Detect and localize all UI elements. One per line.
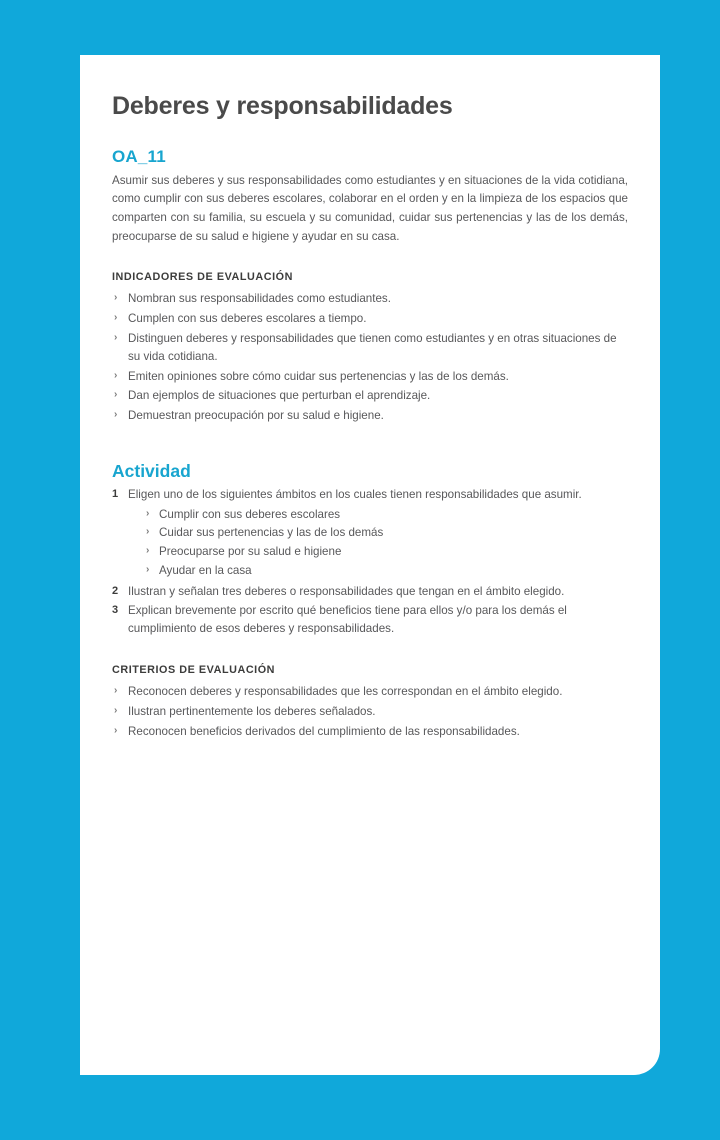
indicator-list-item xyxy=(112,310,630,328)
objective-description: Asumir sus deberes y sus responsabilidades como estudiantes y en situaciones de la vida cotidiana, como cumplir con sus deberes escolares, colaborar en el orden y en la limpieza de los espacios que comparten con su familia, su escuela y su comunidad, cuidar sus pertenencias y las de los demás, preocuparse de su salud e higiene y ayudar en su casa. xyxy=(112,173,628,243)
criteria-header: CRITERIOS DE EVALUACIÓN xyxy=(112,664,276,677)
activity-section xyxy=(112,461,630,638)
activity-sub-item xyxy=(145,506,630,525)
activity-step-label: Eligen uno de los siguientes ámbitos en los cuales tienen responsabilidades que asumir. xyxy=(128,488,582,502)
list-item-label: Distinguen deberes y responsabilidades que tienen como estudiantes y en otras situaciones de su vida cotidiana. xyxy=(128,331,617,363)
indicator-list-item xyxy=(112,290,630,308)
list-item-label: Dan ejemplos de situaciones que perturban el aprendizaje. xyxy=(128,389,431,403)
chevron-right-icon: › xyxy=(114,311,118,323)
chevron-right-icon: › xyxy=(114,389,118,401)
list-item-label: Reconocen beneficios derivados del cumplimiento de las responsabilidades. xyxy=(128,725,520,739)
activity-title: Actividad xyxy=(112,461,191,482)
indicator-list-item xyxy=(112,330,630,366)
chevron-right-icon: › xyxy=(146,526,150,538)
criteria-list xyxy=(112,683,630,741)
list-item-label: Ayudar en la casa xyxy=(159,563,252,577)
activity-step-number: 1 xyxy=(112,488,119,501)
chevron-right-icon: › xyxy=(114,409,118,421)
list-item-label: Emiten opiniones sobre cómo cuidar sus pertenencias y las de los demás. xyxy=(128,369,509,383)
criteria-list-item xyxy=(112,723,630,741)
activity-step-number: 2 xyxy=(112,584,119,597)
chevron-right-icon: › xyxy=(114,725,118,737)
chevron-right-icon: › xyxy=(114,369,118,381)
activity-step xyxy=(112,583,630,601)
activity-step xyxy=(112,602,630,638)
activity-sub-item xyxy=(145,562,630,581)
chevron-right-icon: › xyxy=(146,507,150,519)
list-item-label: Demuestran preocupación por su salud e higiene. xyxy=(128,409,384,423)
objective-code: OA_11 xyxy=(112,146,166,166)
list-item-label: Cumplir con sus deberes escolares xyxy=(159,507,341,521)
indicators-list xyxy=(112,290,630,426)
chevron-right-icon: › xyxy=(114,685,118,697)
indicators-section xyxy=(112,271,630,426)
indicators-header: INDICADORES DE EVALUACIÓN xyxy=(112,270,293,283)
indicator-list-item xyxy=(112,387,630,405)
activity-sub-item xyxy=(145,543,630,562)
list-item-label: Preocuparse por su salud e higiene xyxy=(159,545,342,559)
indicator-list-item xyxy=(112,368,630,386)
chevron-right-icon: › xyxy=(114,291,118,303)
list-item-label: Ilustran pertinentemente los deberes señalados. xyxy=(128,705,376,719)
criteria-list-item xyxy=(112,683,630,701)
activity-sub-list xyxy=(128,506,630,581)
list-item-label: Nombran sus responsabilidades como estudiantes. xyxy=(128,291,391,305)
activity-steps-list xyxy=(112,486,630,638)
activity-step-label: Explican brevemente por escrito qué beneficios tiene para ellos y/o para los demás el cumplimiento de esos deberes y responsabilidades. xyxy=(128,603,567,636)
list-item-label: Cumplen con sus deberes escolares a tiempo. xyxy=(128,311,367,325)
chevron-right-icon: › xyxy=(146,563,150,575)
criteria-list-item xyxy=(112,703,630,721)
chevron-right-icon: › xyxy=(114,705,118,717)
activity-step xyxy=(112,486,630,580)
document-page xyxy=(80,55,660,1075)
page-title: Deberes y responsabilidades xyxy=(112,92,453,120)
activity-step-label: Ilustran y señalan tres deberes o responsabilidades que tengan en el ámbito elegido. xyxy=(128,584,565,598)
activity-step-number: 3 xyxy=(112,603,119,616)
chevron-right-icon: › xyxy=(146,545,150,557)
chevron-right-icon: › xyxy=(114,331,118,343)
criteria-section xyxy=(112,664,630,741)
list-item-label: Cuidar sus pertenencias y las de los demás xyxy=(159,526,384,540)
activity-sub-item xyxy=(145,524,630,543)
indicator-list-item xyxy=(112,407,630,425)
list-item-label: Reconocen deberes y responsabilidades que les correspondan en el ámbito elegido. xyxy=(128,685,563,699)
